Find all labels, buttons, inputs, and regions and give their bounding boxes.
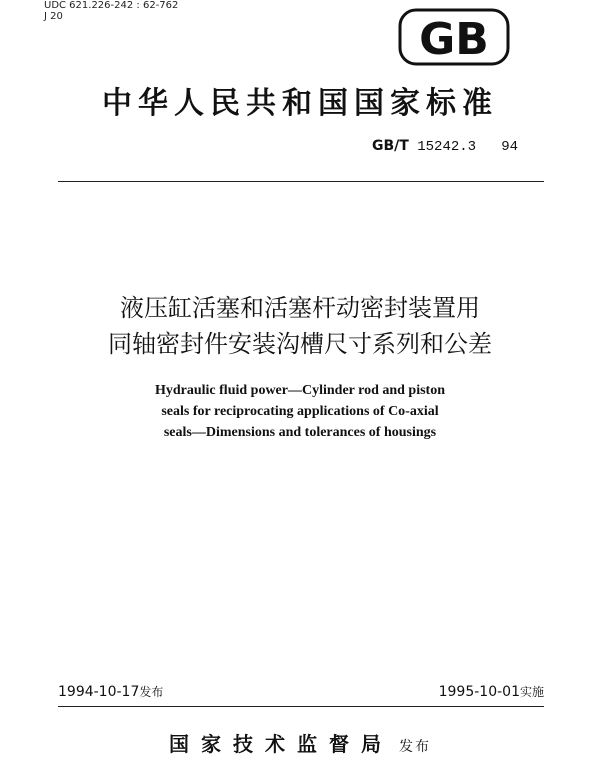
top-divider <box>58 181 544 182</box>
issued-label: 发布 <box>139 685 164 699</box>
issuer-action: 发布 <box>399 739 431 755</box>
effective-date-value: 1995-10-01 <box>438 684 520 700</box>
standard-year: 94 <box>501 139 519 155</box>
issuer-name: 国家技术监督局 <box>169 732 393 756</box>
effective-label: 实施 <box>519 685 544 699</box>
issued-date-value: 1994-10-17 <box>58 684 140 700</box>
standard-number-prefix: GB/T <box>372 138 409 154</box>
national-standard-title: 中华人民共和国国家标准 <box>102 86 498 121</box>
chinese-title-line-2: 同轴密封件安装沟槽尺寸系列和公差 <box>108 330 492 358</box>
ccs-code: J 20 <box>44 11 63 22</box>
english-title-line-3: seals—Dimensions and tolerances of housings <box>163 425 437 440</box>
issued-date <box>58 683 163 700</box>
issuing-authority <box>0 728 600 757</box>
standard-number-value: 15242.3 <box>417 139 477 155</box>
english-title-line-2: seals for reciprocating applications of Co-axial <box>161 404 439 419</box>
classification-codes <box>44 0 178 22</box>
chinese-title-line-1: 液压缸活塞和活塞杆动密封装置用 <box>120 294 480 322</box>
bottom-divider <box>58 706 544 707</box>
udc-code: UDC 621.226-242 : 62-762 <box>44 0 179 11</box>
english-title-line-1: Hydraulic fluid power—Cylinder rod and piston <box>154 383 446 398</box>
standard-number <box>372 138 518 155</box>
effective-date <box>439 683 544 700</box>
gb-standard-logo <box>398 8 510 66</box>
gb-logo-text: GB <box>419 14 489 65</box>
gb-logo-icon <box>398 8 510 66</box>
